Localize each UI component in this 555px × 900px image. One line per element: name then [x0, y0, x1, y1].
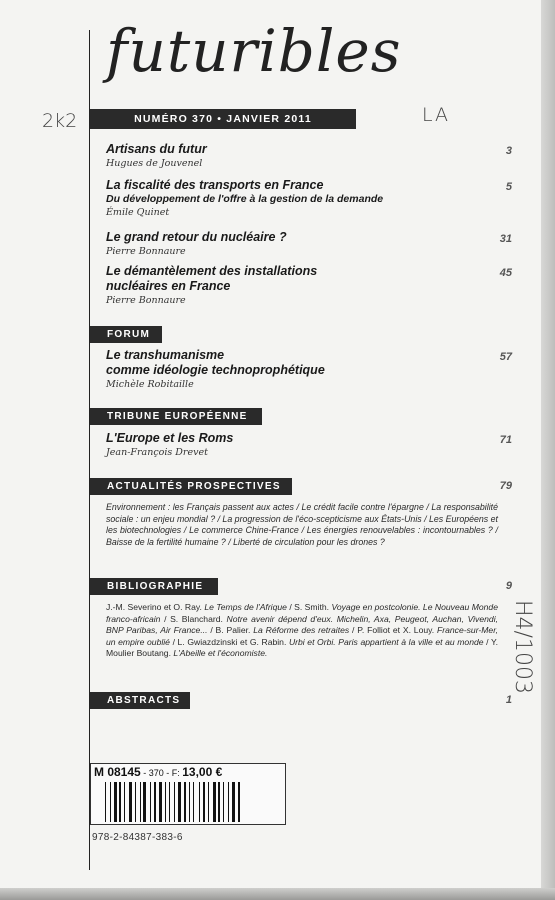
barcode-stripe — [114, 782, 117, 822]
section-label-tribune: TRIBUNE EUROPÉENNE — [90, 408, 262, 425]
article-title: comme idéologie technoprophétique — [106, 363, 325, 377]
article-author: Émile Quinet — [106, 207, 170, 218]
barcode-stripe — [208, 782, 209, 822]
bib-title: La Réforme des retraites — [253, 625, 350, 636]
bib-title: Notre avenir dépend d'eux. Michelin, Axa, Peugeot, Auchan, Vivendi, BNP Paribas, Air France... — [106, 613, 498, 636]
magazine-logo: futuribles — [106, 17, 402, 85]
barcode-stripe — [228, 782, 229, 822]
barcode-stripe — [135, 782, 136, 822]
article-title: Artisans du futur — [106, 142, 207, 156]
article-entry[interactable] — [106, 348, 486, 391]
article-entry[interactable] — [106, 142, 486, 170]
page-number: 5 — [505, 181, 512, 193]
bib-author: J.-M. Severino et O. Ray. — [106, 602, 205, 612]
issue-code: - 370 - F: — [140, 768, 183, 778]
article-entry[interactable] — [106, 230, 486, 258]
article-author: Michèle Robitaille — [106, 379, 194, 390]
barcode-stripe — [110, 782, 111, 822]
barcode-stripe — [203, 782, 205, 822]
isbn: 978-2-84387-383-6 — [92, 832, 183, 843]
bibliographie-list — [106, 602, 498, 660]
barcode-stripe — [232, 782, 235, 822]
article-title: L'Europe et les Roms — [106, 431, 234, 445]
barcode-stripe — [218, 782, 220, 822]
page-number: 79 — [499, 480, 512, 492]
bib-author: / L. Gwiazdzinski et G. Rabin. — [169, 636, 289, 647]
barcode-stripe — [189, 782, 190, 822]
barcode-stripe — [199, 782, 200, 822]
barcode-stripe — [143, 782, 146, 822]
barcode-stripe — [174, 782, 175, 822]
section-label-abstracts: ABSTRACTS — [90, 692, 190, 709]
article-entry[interactable] — [106, 264, 486, 307]
barcode-stripe — [124, 782, 125, 822]
barcode — [105, 782, 271, 822]
article-title: Le transhumanisme — [106, 348, 225, 362]
barcode-stripe — [169, 782, 170, 822]
article-title: Le démantèlement des installations — [106, 264, 318, 278]
barcode-stripe — [154, 782, 156, 822]
barcode-stripe — [159, 782, 162, 822]
page-number: 9 — [505, 580, 512, 592]
barcode-stripe — [129, 782, 132, 822]
barcode-stripe — [105, 782, 106, 822]
barcode-box — [90, 763, 286, 825]
bib-author: / B. Palier. — [207, 625, 254, 636]
barcode-stripe — [150, 782, 151, 822]
bib-author: / S. Smith. — [286, 602, 332, 612]
article-entry[interactable] — [106, 178, 486, 219]
issue-banner: NUMÉRO 370 • JANVIER 2011 — [90, 109, 356, 129]
actualites-list: Environnement : les Français passent aux actes / Le crédit facile contre l'épargne / La responsabilité sociale : un enjeu mondial ? / La progression de l'éco-scepticisme aux États-Unis / Les Européens et les biotechnologies / Le commerce Chine-France / Les énergies renouvelables : incontournables ? / Baisse de la fertilité humaine ? / Liberté de circulation pour les drones ? — [106, 502, 498, 547]
barcode-stripe — [140, 782, 141, 822]
page-number: 3 — [505, 145, 512, 157]
bib-title: Voyage en postcolonie. Le Nouveau Monde franco-africain — [106, 602, 498, 624]
article-author: Jean-François Drevet — [106, 447, 208, 458]
article-author: Hugues de Jouvenel — [106, 158, 203, 169]
article-author: Pierre Bonnaure — [106, 246, 186, 257]
barcode-stripe — [165, 782, 166, 822]
handwritten-note-right: LA — [422, 104, 451, 126]
article-title: nucléaires en France — [106, 279, 231, 293]
bib-title: Le Temps de l'Afrique — [204, 602, 287, 612]
barcode-stripe — [223, 782, 224, 822]
page-number: 45 — [499, 267, 512, 279]
barcode-stripe — [119, 782, 121, 822]
article-title: Le grand retour du nucléaire ? — [106, 230, 287, 244]
price-line — [94, 765, 222, 779]
barcode-stripe — [238, 782, 240, 822]
bib-title: France-sur-Mer, un empire oublié — [106, 625, 498, 647]
article-title: La fiscalité des transports en France — [106, 178, 324, 192]
article-entry[interactable] — [106, 431, 486, 459]
section-label-forum: FORUM — [90, 326, 162, 343]
barcode-stripe — [193, 782, 194, 822]
bib-author: / Y. Moulier Boutang. — [106, 636, 498, 659]
page-number: 31 — [499, 233, 512, 245]
article-subtitle: Du développement de l'offre à la gestion de la demande — [106, 193, 384, 205]
page-number: 57 — [499, 351, 512, 363]
handwritten-shelfmark: H4/1003 — [510, 600, 535, 694]
barcode-stripe — [178, 782, 181, 822]
handwritten-note-left: 2k2 — [42, 110, 78, 132]
bib-author: / P. Folliot et X. Louy. — [349, 625, 438, 636]
margin-rule — [89, 30, 90, 870]
article-author: Pierre Bonnaure — [106, 295, 186, 306]
section-label-bibliographie: BIBLIOGRAPHIE — [90, 578, 218, 595]
barcode-stripe — [184, 782, 186, 822]
price: 13,00 € — [182, 765, 223, 779]
bib-title: L'Abeille et l'économiste. — [173, 648, 268, 659]
section-label-actualites: ACTUALITÉS PROSPECTIVES — [90, 478, 292, 495]
product-code: M 08145 — [94, 765, 141, 779]
bib-author: / S. Blanchard. — [160, 613, 227, 624]
page-edge-bottom — [0, 888, 555, 900]
page-number: 1 — [505, 694, 512, 706]
bib-title: Urbi et Orbi. Paris appartient à la ville et au monde — [288, 636, 484, 647]
barcode-stripe — [213, 782, 216, 822]
page-edge — [541, 0, 555, 900]
page-number: 71 — [499, 434, 512, 446]
